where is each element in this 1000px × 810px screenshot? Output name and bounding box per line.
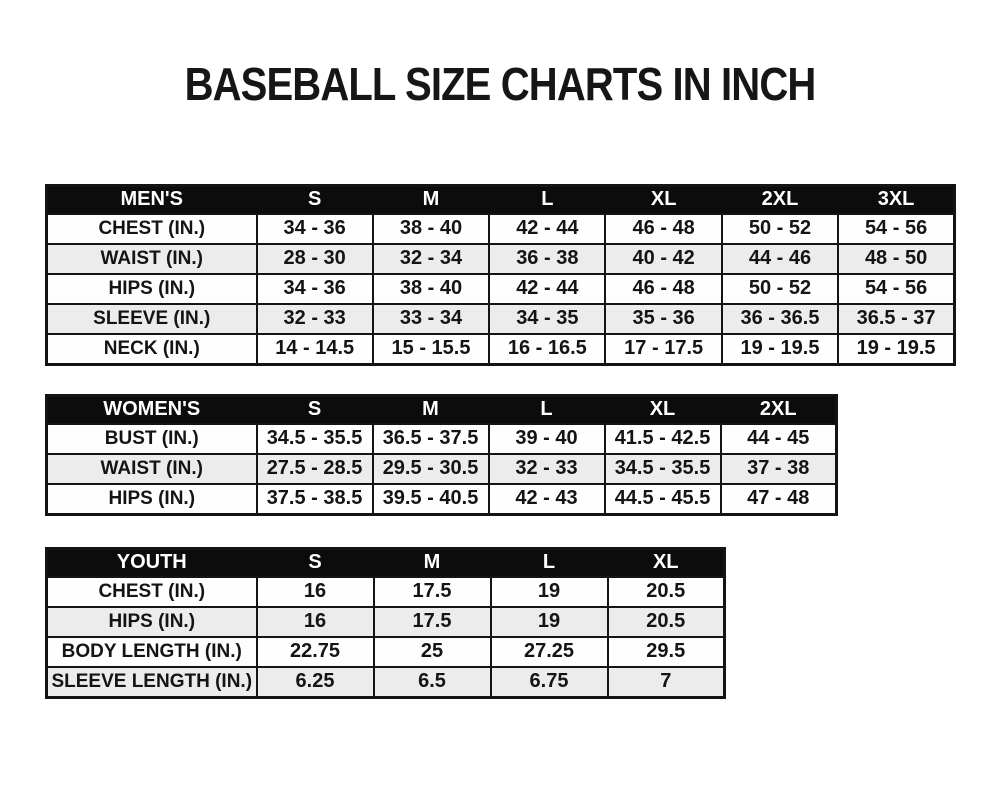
size-value: 32 - 33 [489, 454, 605, 484]
size-value: 39 - 40 [489, 424, 605, 454]
size-value: 19 [491, 607, 608, 637]
measurement-row [47, 424, 837, 454]
size-value: 28 - 30 [257, 244, 373, 274]
size-value: 29.5 [608, 637, 725, 667]
size-value: 16 [257, 607, 374, 637]
size-value: 36.5 - 37.5 [373, 424, 489, 454]
size-value: 20.5 [608, 577, 725, 607]
womens-table-title: WOMEN'S [47, 395, 257, 424]
size-column-header: M [373, 185, 489, 214]
size-value: 38 - 40 [373, 274, 489, 304]
measurement-row [47, 334, 955, 365]
size-column-header: S [257, 395, 373, 424]
size-value: 39.5 - 40.5 [373, 484, 489, 515]
size-value: 27.5 - 28.5 [257, 454, 373, 484]
mens-size-table [45, 184, 956, 366]
size-value: 47 - 48 [721, 484, 837, 515]
header-row [47, 548, 725, 577]
mens-table-title: MEN'S [47, 185, 257, 214]
measurement-row [47, 214, 955, 244]
size-value: 19 - 19.5 [722, 334, 838, 365]
size-column-header: L [489, 185, 605, 214]
size-charts-document [0, 58, 1000, 810]
measurement-label: NECK (IN.) [47, 334, 257, 365]
size-column-header: L [491, 548, 608, 577]
measurement-label: HIPS (IN.) [47, 607, 257, 637]
youth-size-table [45, 547, 726, 699]
measurement-label: BUST (IN.) [47, 424, 257, 454]
size-value: 44 - 45 [721, 424, 837, 454]
header-row [47, 185, 955, 214]
measurement-row [47, 454, 837, 484]
size-column-header: S [257, 548, 374, 577]
size-value: 48 - 50 [838, 244, 954, 274]
youth-table [45, 547, 726, 699]
measurement-row [47, 244, 955, 274]
size-value: 19 [491, 577, 608, 607]
size-value: 38 - 40 [373, 214, 489, 244]
size-value: 34 - 36 [257, 214, 373, 244]
size-value: 6.75 [491, 667, 608, 698]
size-value: 19 - 19.5 [838, 334, 954, 365]
measurement-label: CHEST (IN.) [47, 214, 257, 244]
size-column-header: 2XL [722, 185, 838, 214]
header-row [47, 395, 837, 424]
size-value: 35 - 36 [605, 304, 721, 334]
size-value: 15 - 15.5 [373, 334, 489, 365]
size-value: 37.5 - 38.5 [257, 484, 373, 515]
size-value: 50 - 52 [722, 274, 838, 304]
measurement-row [47, 637, 725, 667]
measurement-label: WAIST (IN.) [47, 244, 257, 274]
measurement-row [47, 274, 955, 304]
measurement-row [47, 484, 837, 515]
size-value: 50 - 52 [722, 214, 838, 244]
measurement-label: HIPS (IN.) [47, 274, 257, 304]
size-value: 42 - 44 [489, 274, 605, 304]
size-value: 46 - 48 [605, 214, 721, 244]
size-column-header: M [374, 548, 491, 577]
size-value: 16 - 16.5 [489, 334, 605, 365]
size-value: 41.5 - 42.5 [605, 424, 721, 454]
size-value: 34.5 - 35.5 [605, 454, 721, 484]
size-column-header: XL [605, 395, 721, 424]
size-value: 36.5 - 37 [838, 304, 954, 334]
measurement-row [47, 304, 955, 334]
size-value: 20.5 [608, 607, 725, 637]
womens-table [45, 394, 838, 516]
size-value: 27.25 [491, 637, 608, 667]
size-value: 37 - 38 [721, 454, 837, 484]
size-value: 42 - 43 [489, 484, 605, 515]
size-value: 17.5 [374, 577, 491, 607]
size-value: 16 [257, 577, 374, 607]
size-value: 17.5 [374, 607, 491, 637]
mens-table [45, 184, 956, 366]
size-column-header: XL [605, 185, 721, 214]
size-column-header: M [373, 395, 489, 424]
size-value: 33 - 34 [373, 304, 489, 334]
size-value: 17 - 17.5 [605, 334, 721, 365]
youth-table-title: YOUTH [47, 548, 257, 577]
size-value: 7 [608, 667, 725, 698]
size-column-header: 2XL [721, 395, 837, 424]
size-column-header: XL [608, 548, 725, 577]
size-value: 36 - 38 [489, 244, 605, 274]
size-value: 44.5 - 45.5 [605, 484, 721, 515]
size-value: 44 - 46 [722, 244, 838, 274]
size-value: 32 - 33 [257, 304, 373, 334]
size-column-header: S [257, 185, 373, 214]
size-value: 34.5 - 35.5 [257, 424, 373, 454]
womens-size-table [45, 394, 838, 516]
size-value: 54 - 56 [838, 214, 954, 244]
size-value: 32 - 34 [373, 244, 489, 274]
size-column-header: L [489, 395, 605, 424]
measurement-label: CHEST (IN.) [47, 577, 257, 607]
size-value: 40 - 42 [605, 244, 721, 274]
measurement-label: HIPS (IN.) [47, 484, 257, 515]
size-value: 34 - 36 [257, 274, 373, 304]
measurement-label: BODY LENGTH (IN.) [47, 637, 257, 667]
size-value: 14 - 14.5 [257, 334, 373, 365]
measurement-row [47, 607, 725, 637]
size-value: 22.75 [257, 637, 374, 667]
size-value: 29.5 - 30.5 [373, 454, 489, 484]
size-value: 36 - 36.5 [722, 304, 838, 334]
size-value: 6.5 [374, 667, 491, 698]
measurement-label: WAIST (IN.) [47, 454, 257, 484]
measurement-label: SLEEVE (IN.) [47, 304, 257, 334]
size-value: 54 - 56 [838, 274, 954, 304]
size-value: 42 - 44 [489, 214, 605, 244]
measurement-row [47, 667, 725, 698]
page-title: BASEBALL SIZE CHARTS IN INCH [184, 58, 816, 110]
measurement-row [47, 577, 725, 607]
measurement-label: SLEEVE LENGTH (IN.) [47, 667, 257, 698]
size-value: 6.25 [257, 667, 374, 698]
size-value: 46 - 48 [605, 274, 721, 304]
size-value: 34 - 35 [489, 304, 605, 334]
size-value: 25 [374, 637, 491, 667]
size-column-header: 3XL [838, 185, 954, 214]
